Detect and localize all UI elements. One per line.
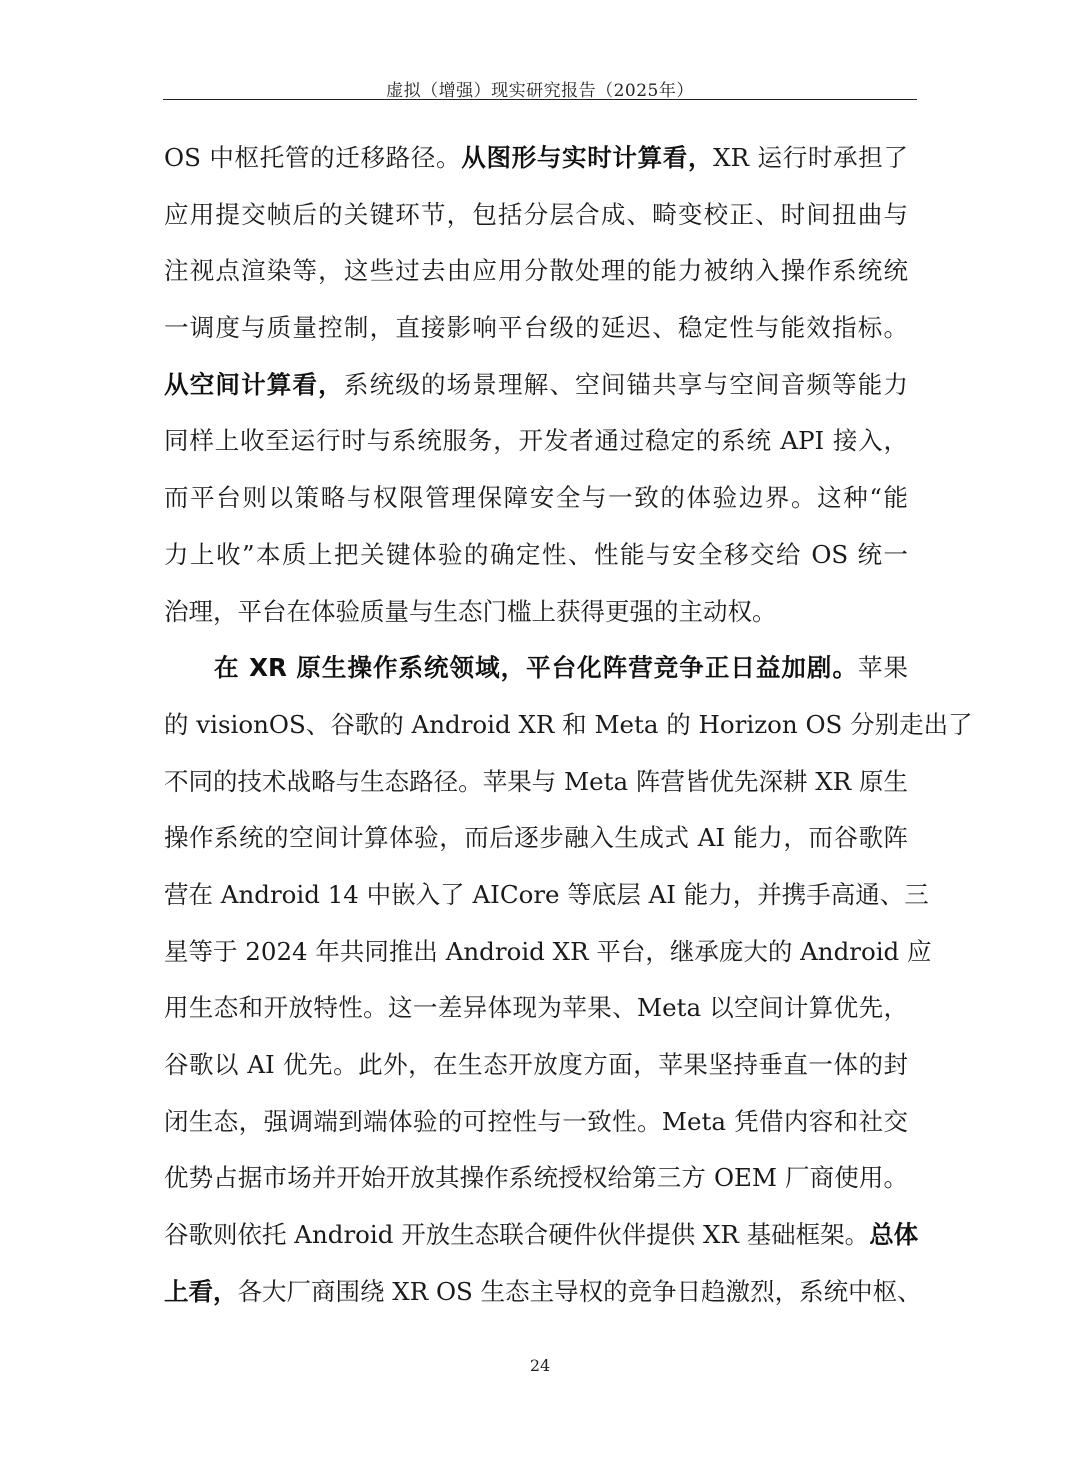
paragraph-first-line	[164, 640, 908, 697]
bold-text-run: 从空间计算看，	[164, 369, 344, 399]
text-run: 用生态和开放特性。这一差异体现为苹果、Meta 以空间计算优先，	[164, 993, 908, 1023]
text-line	[164, 470, 908, 527]
text-line	[164, 243, 908, 300]
bold-text-run: 在 XR 原生操作系统领域，平台化阵营竞争正日益加剧。	[214, 653, 858, 683]
text-line	[164, 187, 908, 244]
body-text	[164, 130, 973, 1320]
text-run: 应用提交帧后的关键环节，包括分层合成、畸变校正、时间扭曲与	[164, 199, 908, 229]
text-run: 谷歌则依托 Android 开放生态联合硬件伙伴提供 XR 基础框架。	[164, 1220, 870, 1250]
text-run: 注视点渲染等，这些过去由应用分散处理的能力被纳入操作系统统	[164, 256, 908, 286]
text-run: XR 运行时承担了	[713, 143, 908, 172]
text-run: 闭生态，强调端到端体验的可控性与一致性。Meta 凭借内容和社交	[164, 1106, 908, 1136]
text-run: 谷歌以 AI 优先。此外，在生态开放度方面，苹果坚持垂直一体的封	[164, 1050, 908, 1079]
text-run: 而平台则以策略与权限管理保障安全与一致的体验边界。这种“能	[164, 483, 908, 513]
page-number: 24	[529, 1356, 551, 1375]
text-line	[164, 980, 908, 1037]
text-run: 不同的技术战略与生态路径。苹果与 Meta 阵营皆优先深耕 XR 原生	[164, 766, 908, 796]
text-line	[164, 1264, 922, 1321]
bold-text-run: 总体	[869, 1220, 919, 1250]
paragraph-last-line	[164, 584, 908, 641]
text-line	[164, 1094, 908, 1151]
text-line	[164, 867, 929, 924]
text-line	[164, 697, 973, 754]
text-run: 优势占据市场并开始开放其操作系统授权给第三方 OEM 厂商使用。	[164, 1163, 908, 1193]
text-line	[164, 300, 908, 357]
text-run: 的 visionOS、谷歌的 Android XR 和 Meta 的 Horizon OS 分别走出了	[164, 709, 973, 739]
text-run: 同样上收至运行时与系统服务，开发者通过稳定的系统 API 接入，	[164, 426, 908, 456]
text-line	[164, 1150, 908, 1207]
bold-text-run: 上看，	[164, 1276, 238, 1306]
text-run: 各大厂商围绕 XR OS 生态主导权的竞争日趋激烈，系统中枢、	[237, 1276, 922, 1306]
text-line	[164, 413, 908, 470]
text-run: 星等于 2024 年共同推出 Android XR 平台，继承庞大的 Android 应	[164, 936, 932, 966]
text-run: 一调度与质量控制，直接影响平台级的延迟、稳定性与能效指标。	[164, 313, 908, 343]
text-line	[164, 810, 908, 867]
text-run: 苹果	[857, 653, 909, 683]
running-header: 虚拟（增强）现实研究报告（2025年）	[386, 81, 694, 101]
text-line	[164, 527, 908, 584]
text-run: 营在 Android 14 中嵌入了 AICore 等底层 AI 能力，并携手高通、三	[164, 879, 929, 909]
text-run: OS 中枢托管的迁移路径。	[164, 143, 462, 172]
bold-text-run: 从图形与实时计算看，	[461, 143, 714, 172]
text-line	[164, 754, 908, 811]
text-line	[164, 357, 908, 414]
text-run: 力上收”本质上把关键体验的确定性、性能与安全移交给 OS 统一	[164, 539, 908, 569]
text-line	[164, 130, 908, 187]
text-line	[164, 1207, 919, 1264]
text-run: 操作系统的空间计算体验，而后逐步融入生成式 AI 能力，而谷歌阵	[164, 823, 908, 853]
text-run: 系统级的场景理解、空间锚共享与空间音频等能力	[343, 369, 908, 399]
text-line	[164, 1037, 908, 1094]
header-rule	[163, 99, 917, 100]
text-line	[164, 924, 932, 981]
text-run: 治理，平台在体验质量与生态门槛上获得更强的主动权。	[164, 596, 777, 626]
